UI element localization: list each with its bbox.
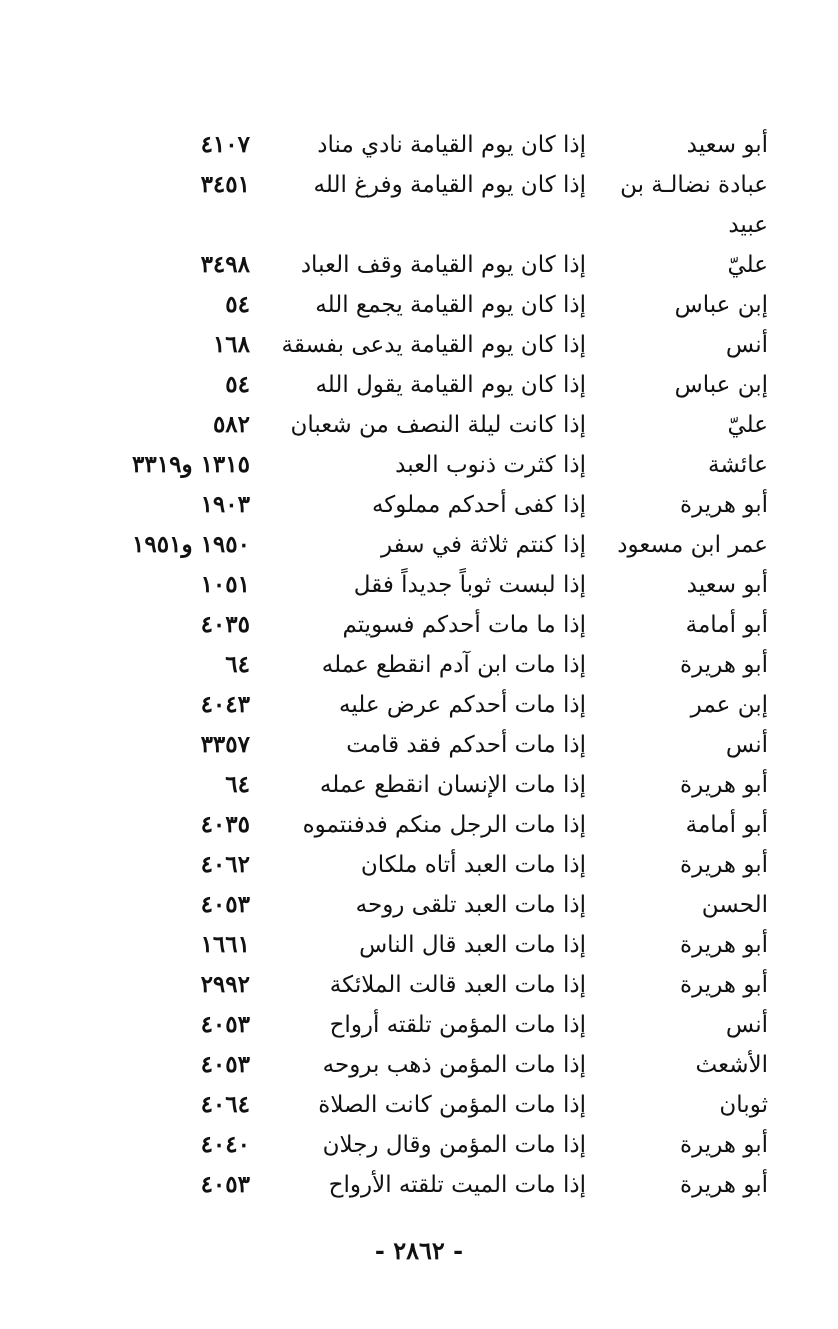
hadith-opening: إذا كان يوم القيامة يدعى بفسقة xyxy=(281,332,586,358)
hadith-number: ٦٤ xyxy=(225,771,250,798)
hadith-opening: إذا كان يوم القيامة يقول الله xyxy=(315,372,586,398)
hadith-number: ١٦٦١ xyxy=(200,931,250,958)
narrator-name: عبيد xyxy=(728,212,768,238)
index-row xyxy=(0,1045,838,1085)
index-row xyxy=(0,925,838,965)
index-row xyxy=(0,845,838,885)
narrator-name: أبو هريرة xyxy=(680,1172,768,1198)
hadith-number: ٤٠٦٤ xyxy=(200,1091,250,1118)
hadith-number: ٤٠٣٥ xyxy=(200,611,250,638)
index-row xyxy=(0,605,838,645)
index-row xyxy=(0,405,838,445)
hadith-index-table xyxy=(0,125,838,1205)
narrator-name: أبو سعيد xyxy=(686,132,768,158)
hadith-number: ٣٣٥٧ xyxy=(200,731,250,758)
hadith-number: ١٩٠٣ xyxy=(200,491,250,518)
hadith-number: ٣٤٥١ xyxy=(200,171,250,198)
hadith-opening: إذا مات المؤمن كانت الصلاة xyxy=(318,1092,586,1118)
narrator-name: أنس xyxy=(725,332,768,358)
narrator-name: أبو هريرة xyxy=(680,972,768,998)
narrator-name: أبو أمامة xyxy=(685,612,768,638)
hadith-opening: إذا كان يوم القيامة يجمع الله xyxy=(315,292,586,318)
hadith-number: ٣٤٩٨ xyxy=(200,251,250,278)
index-row xyxy=(0,165,838,205)
narrator-name: عليّ xyxy=(727,412,768,438)
hadith-number: ٥٤ xyxy=(225,291,250,318)
narrator-name: عليّ xyxy=(727,252,768,278)
index-row xyxy=(0,1125,838,1165)
index-row xyxy=(0,245,838,285)
narrator-name: أبو هريرة xyxy=(680,932,768,958)
index-row xyxy=(0,1165,838,1205)
narrator-name: أبو أمامة xyxy=(685,812,768,838)
narrator-name: إبن عباس xyxy=(674,292,768,318)
hadith-opening: إذا كانت ليلة النصف من شعبان xyxy=(290,412,586,438)
narrator-name: ثوبان xyxy=(719,1092,768,1118)
index-row xyxy=(0,965,838,1005)
narrator-name: أبو هريرة xyxy=(680,652,768,678)
index-row xyxy=(0,125,838,165)
hadith-number: ٤٠٥٣ xyxy=(200,891,250,918)
hadith-number: ١٦٨ xyxy=(212,331,250,358)
hadith-opening xyxy=(256,205,586,245)
hadith-opening: إذا مات المؤمن ذهب بروحه xyxy=(322,1052,586,1078)
narrator-name: الأشعث xyxy=(695,1052,768,1078)
narrator-name: الحسن xyxy=(701,892,768,918)
index-row xyxy=(0,485,838,525)
page-number: - ٢٨٦٢ - xyxy=(374,1236,464,1265)
narrator-name: أبو هريرة xyxy=(680,772,768,798)
hadith-number: ٦٤ xyxy=(225,651,250,678)
hadith-number: ٤٠٥٣ xyxy=(200,1011,250,1038)
hadith-opening: إذا مات المؤمن تلقته أرواح xyxy=(329,1012,586,1038)
narrator-name: أبو هريرة xyxy=(680,1132,768,1158)
index-row xyxy=(0,885,838,925)
hadith-opening: إذا كان يوم القيامة نادي مناد xyxy=(317,132,586,158)
narrator-name: إبن عمر xyxy=(690,692,768,718)
index-row xyxy=(0,765,838,805)
hadith-opening: إذا مات الرجل منكم فدفنتموه xyxy=(302,812,586,838)
hadith-opening: إذا مات العبد قالت الملائكة xyxy=(329,972,586,998)
hadith-number: ٤٠٣٥ xyxy=(200,811,250,838)
narrator-name: أنس xyxy=(725,1012,768,1038)
hadith-opening: إذا مات العبد قال الناس xyxy=(359,932,586,958)
hadith-number: ١٣١٥ و٣٣١٩ xyxy=(132,451,250,478)
hadith-opening: إذا كان يوم القيامة وفرغ الله xyxy=(313,172,586,198)
hadith-number: ١٩٥٠ و١٩٥١ xyxy=(132,531,250,558)
index-row xyxy=(0,445,838,485)
narrator-name: عمر ابن مسعود xyxy=(617,532,768,558)
narrator-name: أبو هريرة xyxy=(680,492,768,518)
hadith-number: ٥٨٢ xyxy=(212,411,250,438)
index-row xyxy=(0,525,838,565)
hadith-opening: إذا مات الميت تلقته الأرواح xyxy=(328,1172,586,1198)
hadith-number: ٢٩٩٢ xyxy=(200,971,250,998)
hadith-opening: إذا لبست ثوباً جديداً فقل xyxy=(353,572,586,598)
hadith-opening: إذا كثرت ذنوب العبد xyxy=(395,452,586,478)
hadith-opening: إذا مات الإنسان انقطع عمله xyxy=(319,772,586,798)
index-row xyxy=(0,1005,838,1045)
index-row xyxy=(0,365,838,405)
hadith-number: ٤٠٤٣ xyxy=(200,691,250,718)
hadith-number: ٤١٠٧ xyxy=(200,131,250,158)
index-row xyxy=(0,1085,838,1125)
hadith-opening: إذا مات المؤمن وقال رجلان xyxy=(322,1132,586,1158)
hadith-number: ٤٠٥٣ xyxy=(200,1171,250,1198)
index-row xyxy=(0,725,838,765)
hadith-opening: إذا مات ابن آدم انقطع عمله xyxy=(321,652,586,678)
index-row xyxy=(0,285,838,325)
hadith-opening: إذا مات العبد أتاه ملكان xyxy=(360,852,586,878)
hadith-number: ٥٤ xyxy=(225,371,250,398)
hadith-opening: إذا كفى أحدكم مملوكه xyxy=(371,492,586,518)
hadith-number: ٤٠٤٠ xyxy=(200,1131,250,1158)
narrator-name: إبن عباس xyxy=(674,372,768,398)
hadith-opening: إذا كنتم ثلاثة في سفر xyxy=(380,532,586,558)
hadith-opening: إذا مات أحدكم عرض عليه xyxy=(338,692,586,718)
index-row xyxy=(0,805,838,845)
hadith-number: ٤٠٦٢ xyxy=(200,851,250,878)
hadith-number xyxy=(50,205,250,245)
index-row xyxy=(0,645,838,685)
narrator-name: أنس xyxy=(725,732,768,758)
hadith-opening: إذا مات العبد تلقى روحه xyxy=(355,892,586,918)
hadith-number: ٤٠٥٣ xyxy=(200,1051,250,1078)
narrator-name: أبو سعيد xyxy=(686,572,768,598)
narrator-name: أبو هريرة xyxy=(680,852,768,878)
index-row xyxy=(0,685,838,725)
narrator-name: عائشة xyxy=(708,452,768,478)
hadith-number: ١٠٥١ xyxy=(200,571,250,598)
index-row xyxy=(0,325,838,365)
hadith-opening: إذا ما مات أحدكم فسويتم xyxy=(342,612,586,638)
hadith-opening: إذا كان يوم القيامة وقف العباد xyxy=(300,252,586,278)
index-row xyxy=(0,565,838,605)
index-row xyxy=(0,205,838,245)
hadith-opening: إذا مات أحدكم فقد قامت xyxy=(346,732,586,758)
narrator-name: عبادة نضالـة بن xyxy=(620,172,768,198)
